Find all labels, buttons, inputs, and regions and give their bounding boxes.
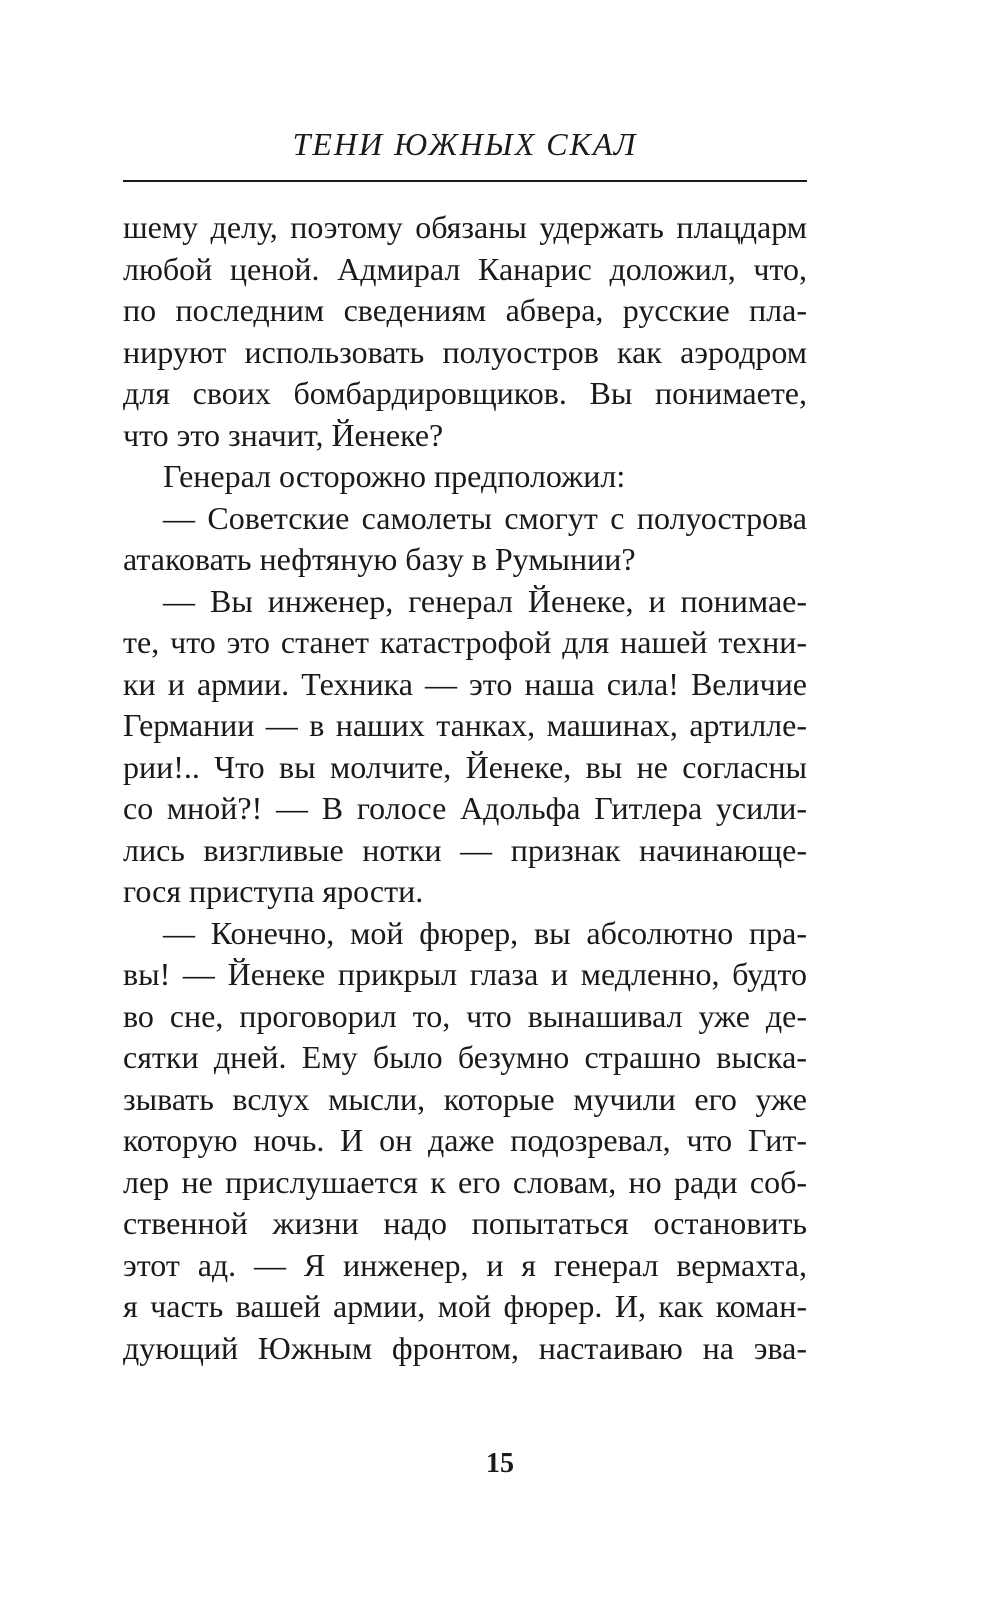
text-line: для своих бомбардировщиков. Вы понимаете, xyxy=(123,375,807,411)
text-line: зывать вслух мысли, которые мучили его уже xyxy=(123,1080,807,1117)
text-line: гося приступа ярости. xyxy=(123,873,424,909)
text-line: любой ценой. Адмирал Канарис доложил, что, xyxy=(123,250,807,287)
text-line: лер не прислушается к его словам, но ради соб- xyxy=(123,1163,807,1200)
text-line: ственной жизни надо попытаться остановить xyxy=(123,1205,807,1241)
body-text xyxy=(123,207,807,1369)
running-head: ТЕНИ ЮЖНЫХ СКАЛ xyxy=(292,126,638,162)
text-line: Генерал осторожно предположил: xyxy=(163,458,626,494)
text-line: что это значит, Йенеке? xyxy=(123,416,444,453)
text-line: вы! — Йенеке прикрыл глаза и медленно, будто xyxy=(123,956,807,992)
text-line: дующий Южным фронтом, настаиваю на эва- xyxy=(123,1329,807,1366)
text-line: Германии — в наших танках, машинах, артилле- xyxy=(123,707,807,743)
text-line: атаковать нефтяную базу в Румынии? xyxy=(123,541,636,577)
text-line: нируют использовать полуостров как аэродром xyxy=(123,333,807,370)
text-line: по последним сведениям абвера, русские пла- xyxy=(123,292,807,328)
text-line: шему делу, поэтому обязаны удержать плацдарм xyxy=(123,209,807,245)
text-line: ки и армии. Техника — это наша сила! Величие xyxy=(123,665,807,702)
page-number: 15 xyxy=(486,1448,514,1479)
text-line: — Вы инженер, генерал Йенеке, и понимае- xyxy=(163,582,807,619)
header-rule xyxy=(123,180,807,182)
text-line: со мной?! — В голосе Адольфа Гитлера усили- xyxy=(123,790,807,826)
text-line: этот ад. — Я инженер, и я генерал вермахта, xyxy=(123,1246,807,1283)
text-line: рии!.. Что вы молчите, Йенеке, вы не согласны xyxy=(123,748,807,785)
text-line: лись визгливые нотки — признак начинающе- xyxy=(123,831,807,868)
text-line: те, что это станет катастрофой для нашей техни- xyxy=(123,624,807,660)
text-line: во сне, проговорил то, что вынашивал уже де- xyxy=(123,997,807,1034)
text-line: я часть вашей армии, мой фюрер. И, как коман- xyxy=(123,1288,807,1324)
text-line: — Конечно, мой фюрер, вы абсолютно пра- xyxy=(163,914,807,951)
text-line: которую ночь. И он даже подозревал, что Гит- xyxy=(123,1122,807,1158)
text-line: — Советские самолеты смогут с полуострова xyxy=(163,499,807,536)
text-line: сятки дней. Ему было безумно страшно выска- xyxy=(123,1039,807,1075)
